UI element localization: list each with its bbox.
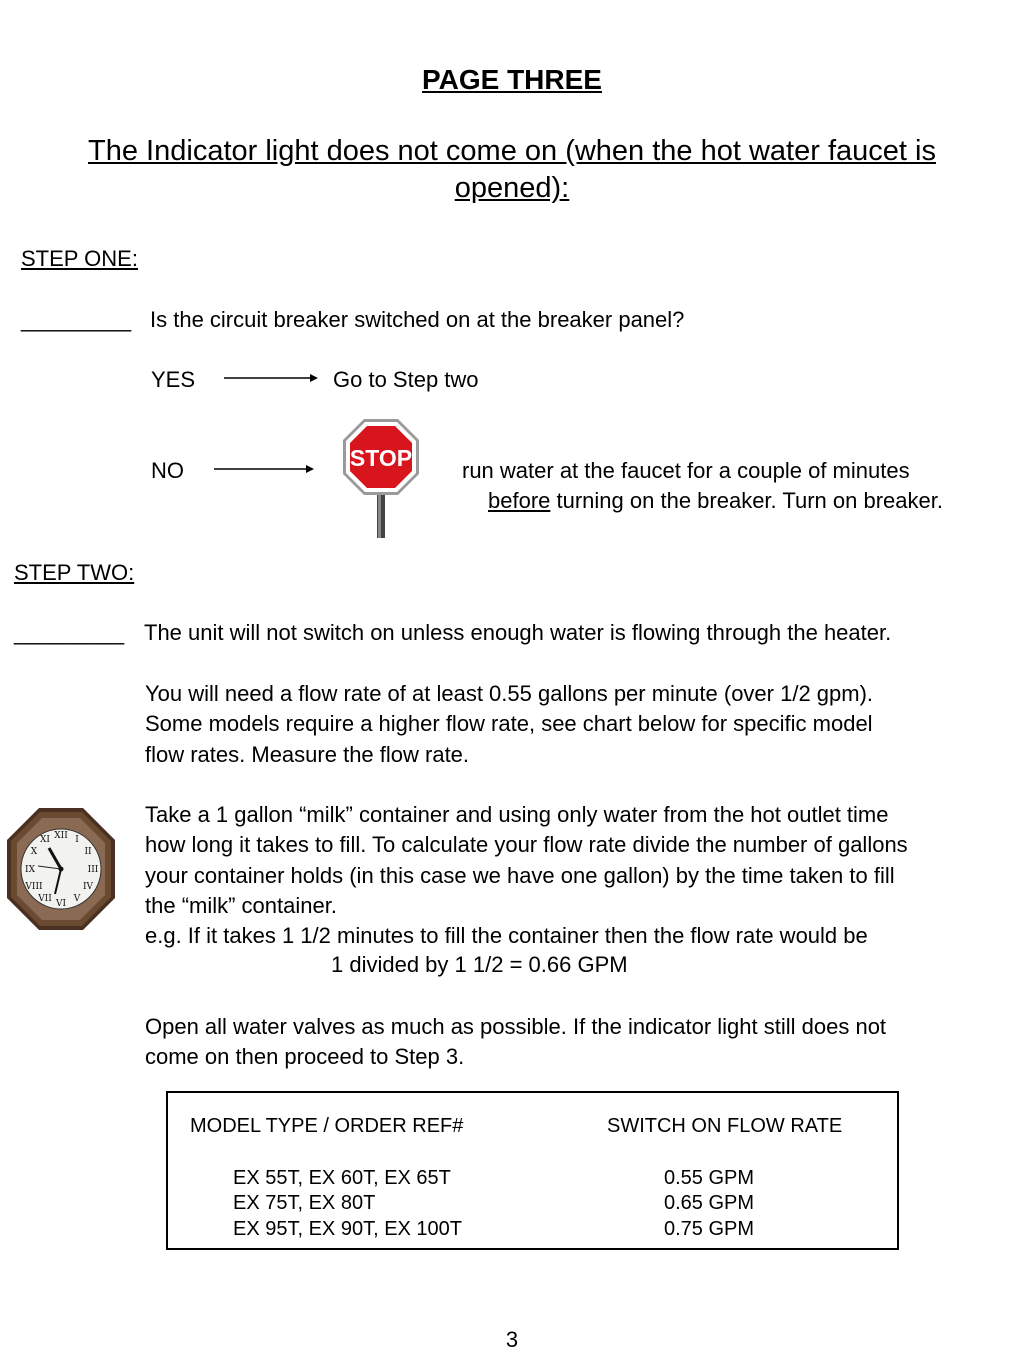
table-row-model: EX 55T, EX 60T, EX 65T — [233, 1167, 451, 1189]
no-action-before-emphasis: before — [488, 488, 551, 513]
stop-sign-text: STOP — [349, 445, 413, 471]
no-label: NO — [151, 458, 184, 483]
no-action-line1: run water at the faucet for a couple of minutes — [462, 458, 910, 483]
page-title-line1: The Indicator light does not come on (when the hot water faucet is — [88, 135, 936, 167]
table-row-model: EX 95T, EX 90T, EX 100T — [233, 1218, 463, 1240]
yes-label: YES — [151, 367, 196, 392]
table-header-model: MODEL TYPE / ORDER REF# — [190, 1115, 464, 1137]
table-header-rate: SWITCH ON FLOW RATE — [607, 1115, 843, 1137]
paragraph-line: Open all water valves as much as possible. If the indicator light still does not — [145, 1014, 887, 1039]
table-row-rate: 0.75 GPM — [664, 1218, 755, 1240]
step-two-checkbox-blank: _________ — [14, 620, 125, 645]
svg-text:X: X — [30, 847, 38, 857]
svg-text:II: II — [84, 847, 92, 857]
table-row-rate: 0.55 GPM — [664, 1167, 755, 1189]
valves-paragraph — [145, 1012, 886, 1073]
paragraph-line: Some models require a higher flow rate, see chart below for specific model — [145, 711, 873, 737]
step-two-label: STEP TWO: — [14, 560, 135, 585]
paragraph-line: how long it takes to fill. To calculate your flow rate divide the number of gallons — [145, 832, 908, 858]
paragraph-line: You will need a flow rate of at least 0.55 gallons per minute (over 1/2 gpm). — [145, 681, 874, 706]
svg-text:VIII: VIII — [25, 882, 43, 892]
step-one-question: Is the circuit breaker switched on at the breaker panel? — [150, 307, 685, 332]
svg-text:I: I — [75, 835, 79, 845]
svg-text:VII: VII — [38, 894, 52, 904]
page-heading: PAGE THREE — [422, 64, 602, 95]
paragraph-line: the “milk” container. — [145, 892, 337, 918]
table-row-model: EX 75T, EX 80T — [233, 1192, 376, 1214]
svg-text:VI: VI — [55, 899, 67, 909]
page-number: 3 — [505, 1327, 519, 1352]
yes-arrow-icon — [224, 370, 319, 386]
paragraph-line: come on then proceed to Step 3. — [145, 1044, 465, 1070]
paragraph-line: Take a 1 gallon “milk” container and using only water from the hot outlet time — [145, 802, 889, 827]
paragraph-line: e.g. If it takes 1 1/2 minutes to fill the container then the flow rate would be — [145, 923, 868, 949]
no-arrow-icon — [214, 461, 316, 477]
svg-text:IX: IX — [25, 865, 35, 875]
svg-text:III: III — [87, 865, 99, 875]
page-title-line2: opened): — [454, 172, 570, 204]
stop-sign-icon — [340, 416, 422, 540]
step-one-label: STEP ONE: — [21, 246, 138, 271]
svg-text:XI: XI — [40, 835, 50, 845]
yes-action: Go to Step two — [333, 367, 479, 392]
table-row-rate: 0.65 GPM — [664, 1192, 755, 1214]
no-action-rest: turning on the breaker. Turn on breaker. — [550, 488, 943, 513]
paragraph-line: flow rates. Measure the flow rate. — [145, 741, 470, 767]
svg-text:XII: XII — [54, 831, 68, 841]
paragraph-line: your container holds (in this case we have one gallon) by the time taken to fill — [145, 862, 895, 888]
step-two-statement: The unit will not switch on unless enough water is flowing through the heater. — [144, 620, 892, 645]
svg-text:IV: IV — [82, 882, 94, 892]
no-action-line2 — [488, 488, 943, 514]
flow-rate-paragraph — [145, 679, 873, 770]
formula-line: 1 divided by 1 1/2 = 0.66 GPM — [331, 952, 628, 977]
step-one-checkbox-blank: _________ — [21, 307, 132, 332]
svg-text:V: V — [73, 894, 81, 904]
milk-container-paragraph — [145, 800, 908, 951]
clock-icon — [5, 806, 117, 932]
